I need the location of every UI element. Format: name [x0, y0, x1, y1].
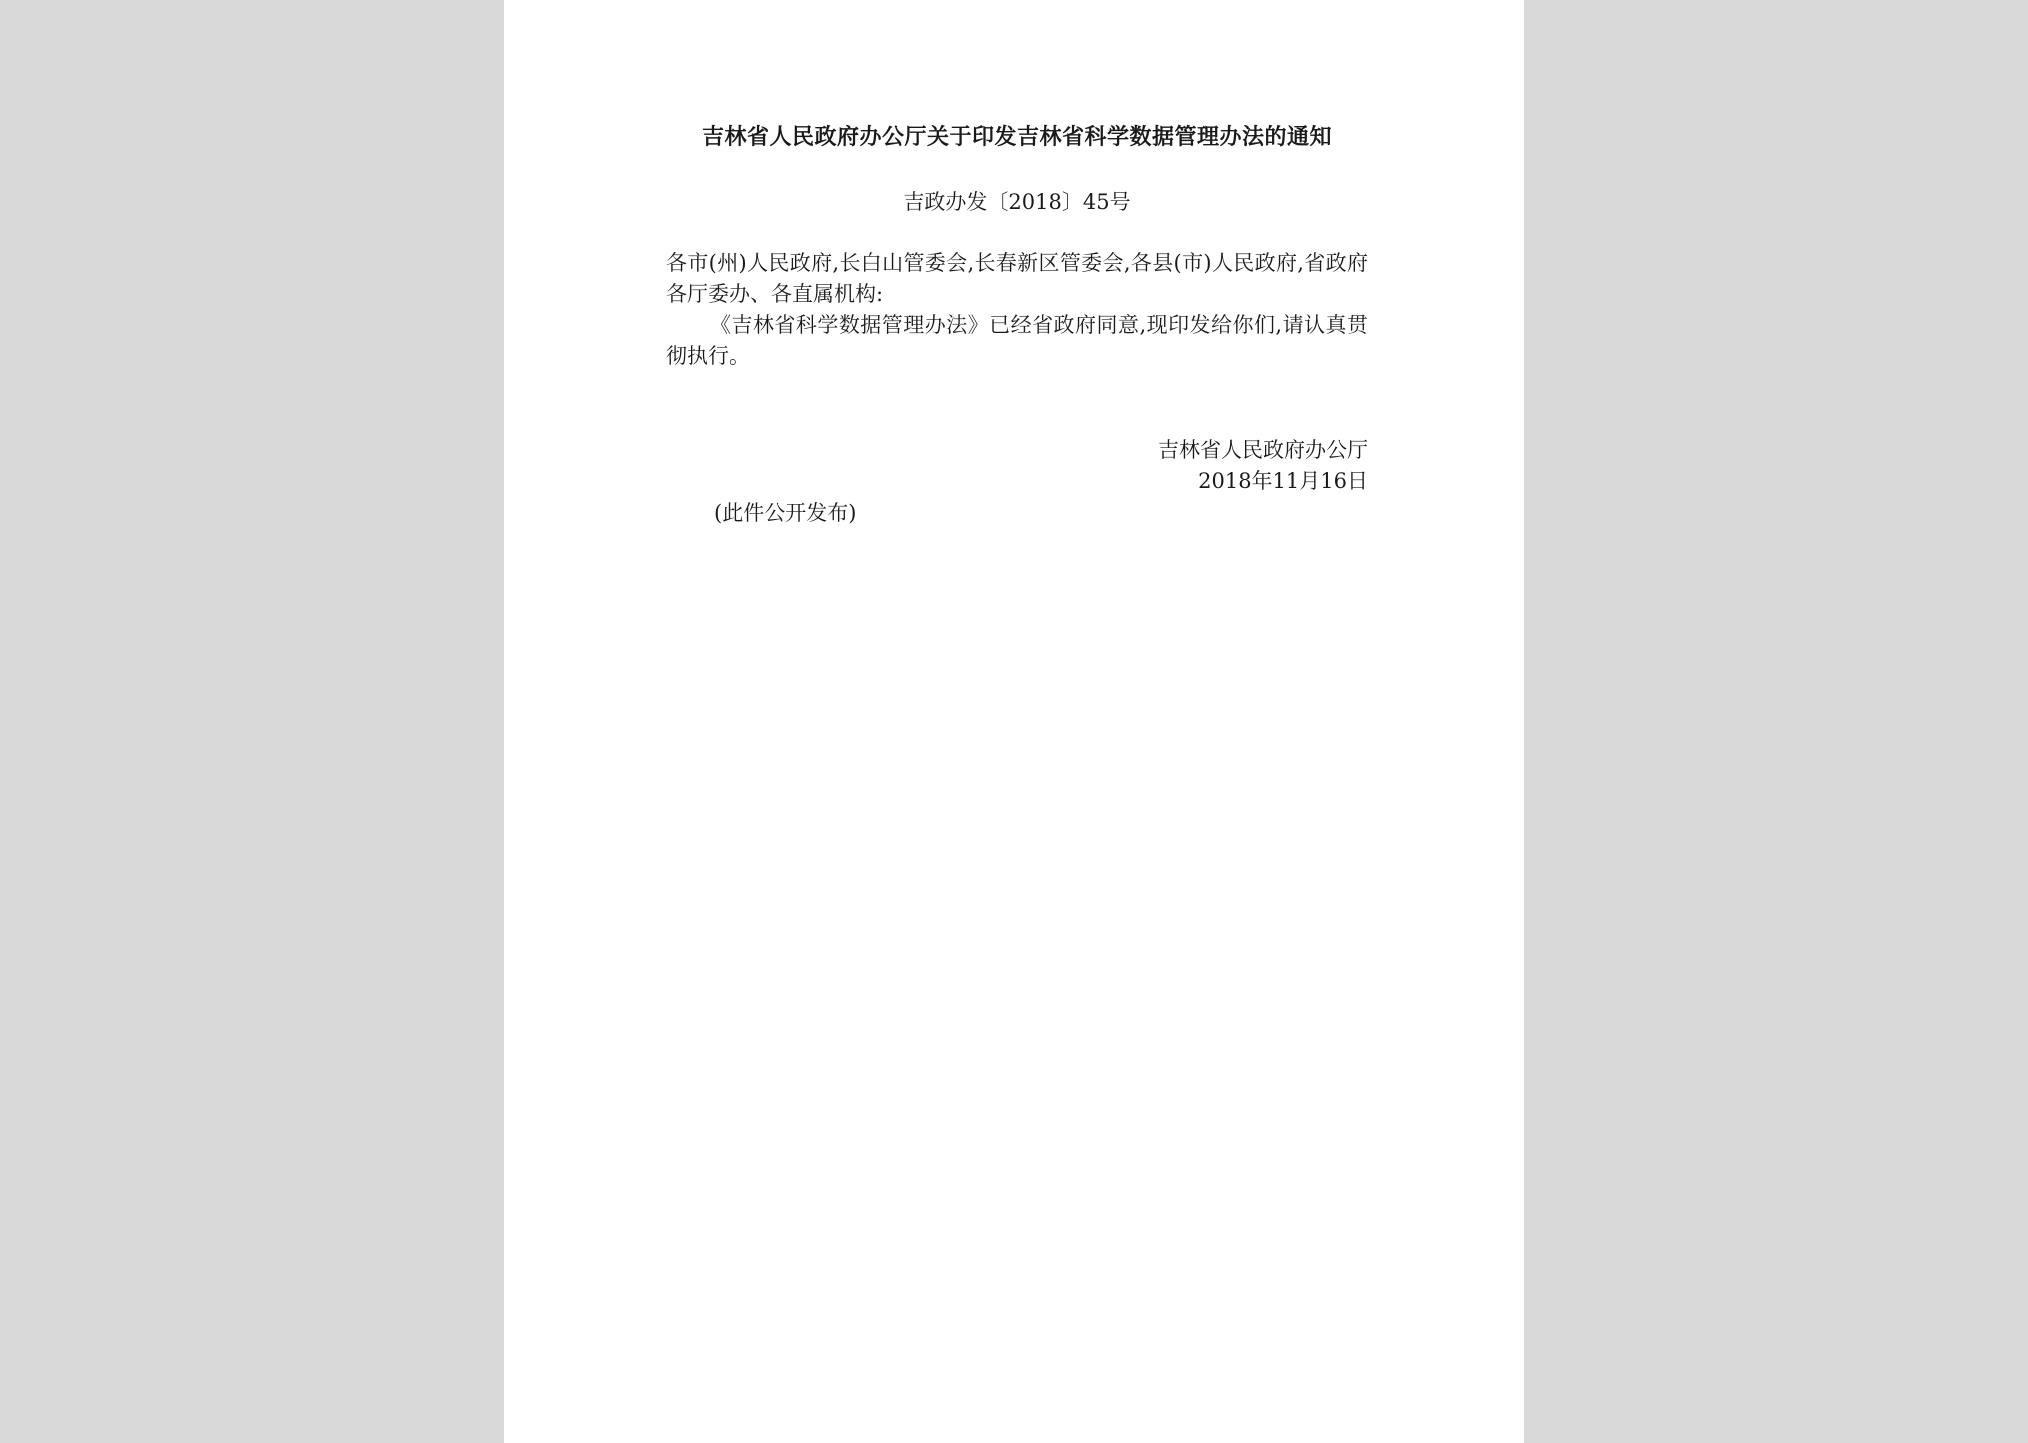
document-page	[504, 0, 1524, 1443]
publication-note: (此件公开发布)	[714, 501, 857, 525]
document-number: 吉政办发〔2018〕45号	[903, 190, 1131, 214]
issue-date: 2018年11月16日	[1198, 469, 1368, 493]
body-paragraph: 《吉林省科学数据管理办法》已经省政府同意,现印发给你们,请认真贯彻执行。	[666, 313, 1368, 368]
addressee-paragraph: 各市(州)人民政府,长白山管委会,长春新区管委会,各县(市)人民政府,省政府各厅委办、各直属机构:	[666, 251, 1368, 306]
document-title: 吉林省人民政府办公厅关于印发吉林省科学数据管理办法的通知	[701, 124, 1332, 150]
issuing-office: 吉林省人民政府办公厅	[1158, 438, 1368, 462]
